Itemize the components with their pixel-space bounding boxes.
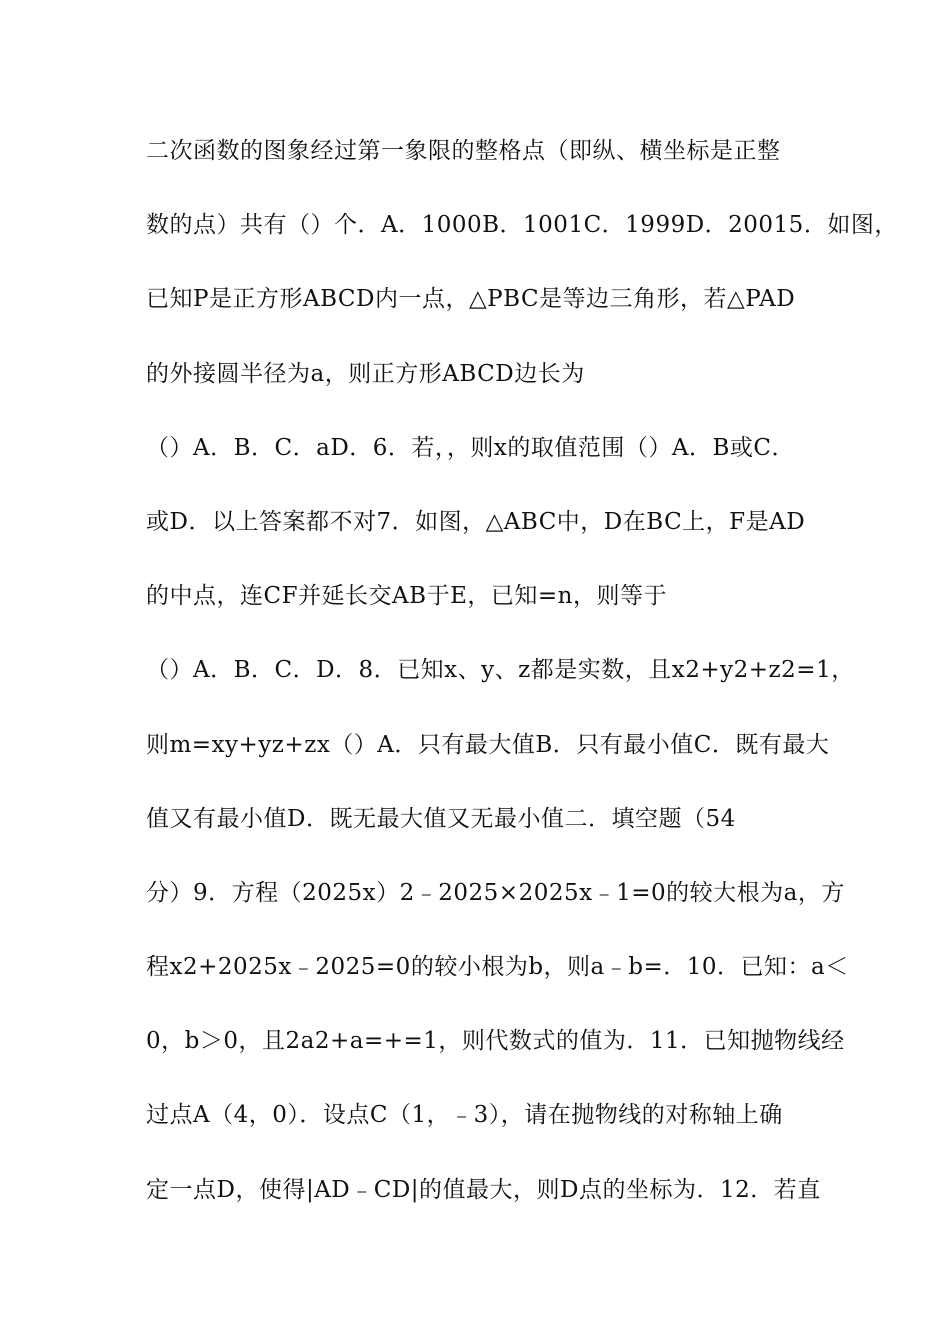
text-line: 的中点，连CF并延长交AB于E，已知=n，则等于	[146, 583, 667, 610]
text-line: 则m=xy+yz+zx（）A．只有最大值B．只有最小值C．既有最大	[146, 731, 830, 758]
text-line: 的外接圆半径为a，则正方形ABCD边长为	[146, 360, 585, 387]
text-line: 定一点D，使得|AD﹣CD|的值最大，则D点的坐标为．12．若直	[146, 1176, 821, 1203]
text-line: 数的点）共有（）个．A．1000B．1001C．1999D．20015．如图，	[146, 212, 898, 239]
text-line: 分）9．方程（2025x）2﹣2025×2025x﹣1=0的较大根为a，方	[146, 879, 845, 906]
text-line: 或D．以上答案都不对7．如图，△ABC中，D在BC上，F是AD	[146, 508, 806, 535]
text-line: （）A．B．C．aD．6．若，，则x的取值范围（）A．B或C．	[146, 434, 795, 461]
text-line: 0，b＞0，且2a2+a=+=1，则代数式的值为．11．已知抛物线经	[146, 1028, 845, 1055]
text-line: （）A．B．C．D．8．已知x、y、z都是实数，且x2+y2+z2=1，	[146, 657, 855, 684]
text-line: 过点A（4，0）．设点C（1，﹣3），请在抛物线的对称轴上确	[146, 1102, 783, 1129]
text-line: 二次函数的图象经过第一象限的整格点（即纵、横坐标是正整	[146, 138, 781, 164]
text-line: 已知P是正方形ABCD内一点，△PBC是等边三角形，若△PAD	[146, 286, 796, 313]
text-line: 值又有最小值D．既无最大值又无最小值二．填空题（54	[146, 805, 736, 832]
document-body	[146, 129, 898, 1242]
text-line: 程x2+2025x﹣2025=0的较小根为b，则a﹣b=．10．已知：a＜	[146, 954, 849, 981]
